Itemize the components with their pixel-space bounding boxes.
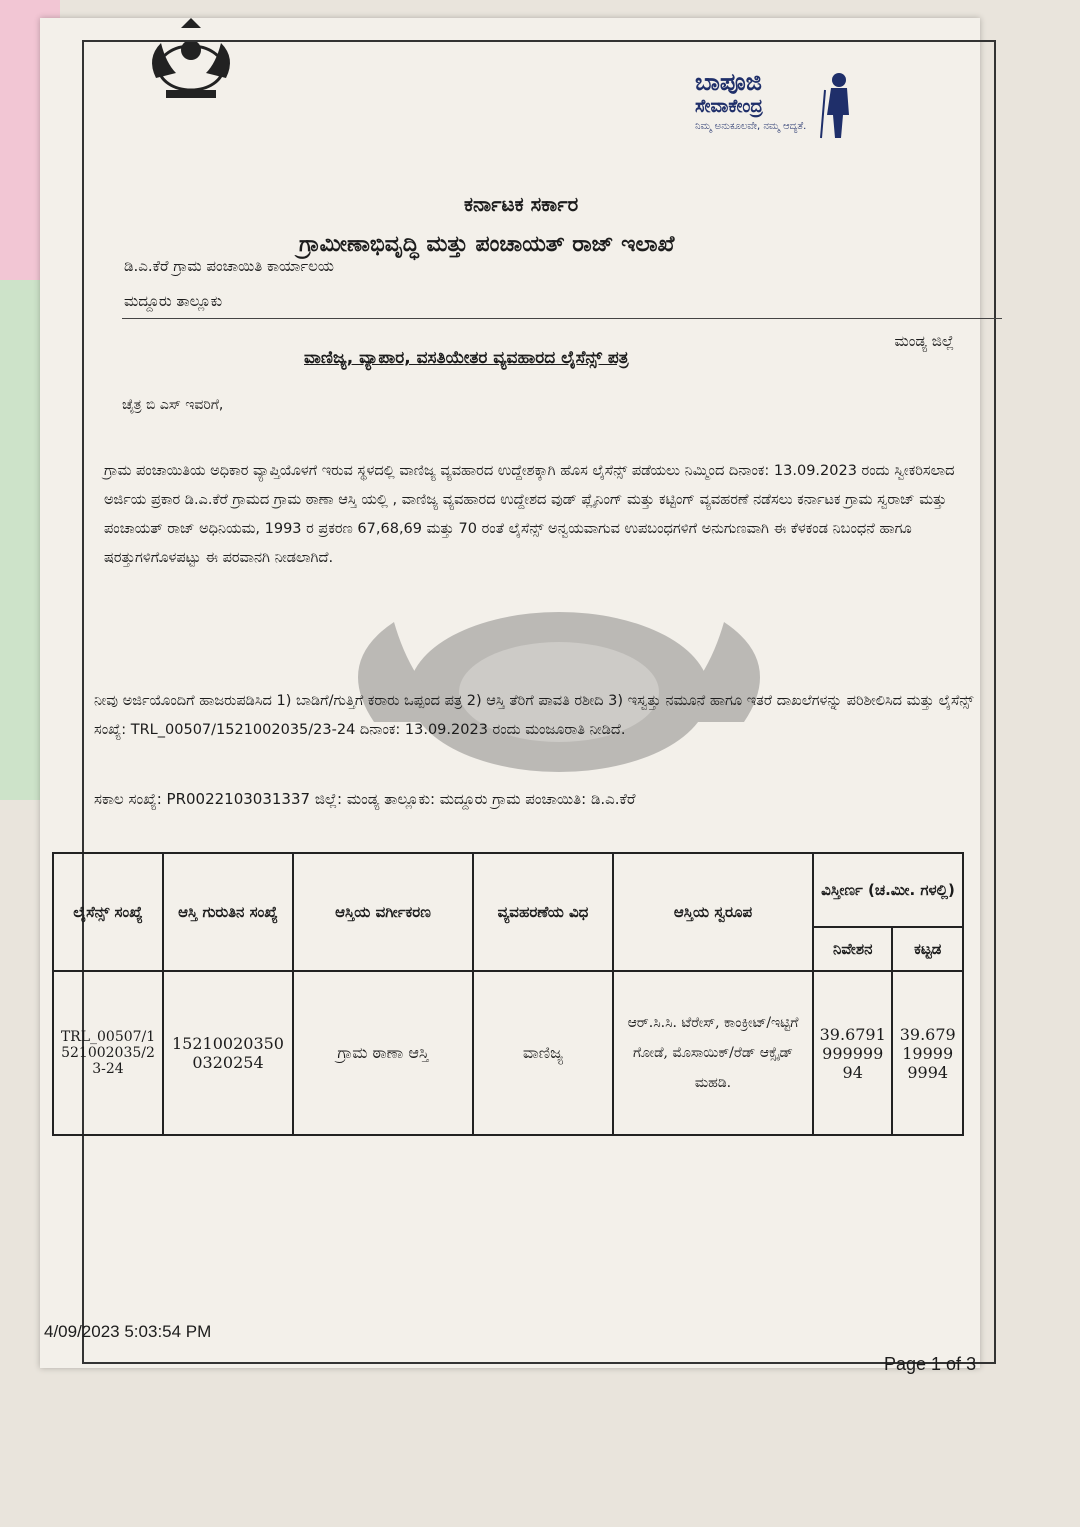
- document-page: [40, 18, 980, 1374]
- logo-line2: ಸೇವಾಕೇಂದ್ರ: [695, 96, 763, 117]
- license-details-table: [52, 852, 964, 1136]
- body-paragraph-1: ಗ್ರಾಮ ಪಂಚಾಯಿತಿಯ ಅಧಿಕಾರ ವ್ಯಾಪ್ತಿಯೊಳಗೆ ಇರುವ ಸ್ಥಳದಲ್ಲಿ ವಾಣಿಜ್ಯ ವ್ಯವಹಾರದ ಉದ್ದೇಶಕ್ಕಾಗಿ ಹೊಸ ಲೈಸೆನ್ಸ್ ಪಡೆಯಲು ನಿಮ್ಮಿಂದ ದಿನಾಂಕ: 13.09.2023 ರಂದು ಸ್ವೀಕರಿಸಲಾದ ಅರ್ಜಿಯ ಪ್ರಕಾರ ಡಿ.ಎ.ಕೆರೆ ಗ್ರಾಮದ ಗ್ರಾಮ ಠಾಣಾ ಆಸ್ತಿ ಯಲ್ಲಿ , ವಾಣಿಜ್ಯ ವ್ಯವಹಾರದ ಉದ್ದೇಶದ ವುಡ್ ಪ್ಲೈನಿಂಗ್ ಮತ್ತು ಕಟ್ಟಿಂಗ್ ವ್ಯವಹರಣೆ ನಡೆಸಲು ಕರ್ನಾಟಕ ಗ್ರಾಮ ಸ್ವರಾಜ್ ಮತ್ತು ಪಂಚಾಯತ್ ರಾಜ್ ಅಧಿನಿಯಮ, 1993 ರ ಪ್ರಕರಣ 67,68,69 ಮತ್ತು 70 ರಂತೆ ಲೈಸೆನ್ಸ್ ಅನ್ವಯವಾಗುವ ಉಪಬಂಧಗಳಿಗೆ ಅನುಗುಣವಾಗಿ ಈ ಕೆಳಕಂಡ ನಿಬಂಧನೆ ಹಾಗೂ ಷರತ್ತುಗಳಿಗೊಳಪಟ್ಟು ಈ ಪರವಾನಗಿ ನೀಡಲಾಗಿದೆ.: [104, 462, 955, 566]
- addressee: ಚೈತ್ರ ಬಿ ಎಸ್ ಇವರಿಗೆ,: [122, 397, 224, 413]
- cell-site-area: 39.679199999994: [813, 971, 892, 1135]
- cell-property-nature: ಆರ್.ಸಿ.ಸಿ. ಟೆರೇಸ್, ಕಾಂಕ್ರೀಟ್/ಇಟ್ಟಿಗೆ ಗೋಡೆ, ಮೊಸಾಯಿಕ್/ರೆಡ್ ಆಕ್ಸೈಡ್ ಮಹಡಿ.: [613, 971, 813, 1135]
- cell-classification: ಗ್ರಾಮ ಠಾಣಾ ಆಸ್ತಿ: [293, 971, 473, 1135]
- office-name: ಡಿ.ಎ.ಕೆರೆ ಗ್ರಾಮ ಪಂಚಾಯಿತಿ ಕಾರ್ಯಾಲಯ: [124, 257, 334, 275]
- page-number: Page 1 of 3: [884, 1354, 977, 1374]
- district-name: ಮಂಡ್ಯ ಜಿಲ್ಲೆ: [894, 332, 954, 350]
- background-green-sheet: [0, 280, 45, 800]
- logo-line1: ಬಾಪೂಜಿ: [695, 68, 762, 96]
- department-heading: ಗ್ರಾಮೀಣಾಭಿವೃದ್ಧಿ ಮತ್ತು ಪಂಚಾಯತ್ ರಾಜ್ ಇಲಾಖೆ: [299, 232, 675, 257]
- header-license-no: ಲೈಸೆನ್ಸ್ ಸಂಖ್ಯೆ: [53, 853, 163, 971]
- document-frame: [44, 40, 996, 1374]
- taluk-name: ಮದ್ದೂರು ತಾಲ್ಲೂಕು: [124, 292, 223, 310]
- print-timestamp: 4/09/2023 5:03:54 PM: [44, 1322, 212, 1341]
- header-classification: ಆಸ್ತಿಯ ವರ್ಗೀಕರಣ: [293, 853, 473, 971]
- government-heading: ಕರ್ನಾಟಕ ಸರ್ಕಾರ: [464, 192, 579, 216]
- cell-transaction-type: ವಾಣಿಜ್ಯ: [473, 971, 613, 1135]
- table-row: [53, 971, 963, 1135]
- cell-license-no: TRL_00507/1521002035/23-24: [53, 971, 163, 1135]
- header-property-id: ಆಸ್ತಿ ಗುರುತಿನ ಸಂಖ್ಯೆ: [163, 853, 293, 971]
- sakala-reference: ಸಕಾಲ ಸಂಖ್ಯೆ: PR0022103031337 ಜಿಲ್ಲೆ: ಮಂಡ್ಯ ತಾಲ್ಲೂಕು: ಮದ್ದೂರು ಗ್ರಾಮ ಪಂಚಾಯಿತಿ: ಡಿ.ಎ.ಕೆರೆ: [94, 790, 636, 808]
- header-transaction-type: ವ್ಯವಹರಣೆಯ ವಿಧ: [473, 853, 613, 971]
- header-property-nature: ಆಸ್ತಿಯ ಸ್ವರೂಪ: [613, 853, 813, 971]
- logo-tagline: ನಿಮ್ಮ ಅನುಕೂಲವೇ, ನಮ್ಮ ಆದ್ಯತೆ.: [695, 121, 807, 132]
- table-header-row: [53, 853, 963, 927]
- header-building: ಕಟ್ಟಡ: [892, 927, 963, 971]
- header-divider: [122, 318, 1002, 319]
- body-paragraph-2: ನೀವು ಅರ್ಜಿಯೊಂದಿಗೆ ಹಾಜರುಪಡಿಸಿದ 1) ಬಾಡಿಗೆ/ಗುತ್ತಿಗೆ ಕರಾರು ಒಪ್ಪಂದ ಪತ್ರ 2) ಆಸ್ತಿ ತೆರಿಗೆ ಪಾವತಿ ರಶೀದಿ 3) ಇಸ್ವತ್ತು ನಮೂನೆ ಹಾಗೂ ಇತರೆ ದಾಖಲೆಗಳನ್ನು ಪರಿಶೀಲಿಸಿದ ಮತ್ತು ಲೈಸೆನ್ಸ್ ಸಂಖ್ಯೆ: TRL_00507/1521002035/23-24 ದಿನಾಂಕ: 13.09.2023 ರಂದು ಮಂಜೂರಾತಿ ನೀಡಿದೆ.: [94, 692, 974, 738]
- cell-building-area: 39.679199999994: [892, 971, 963, 1135]
- document-title: ವಾಣಿಜ್ಯ, ವ್ಯಾಪಾರ, ವಸತಿಯೇತರ ವ್ಯವಹಾರದ ಲೈಸೆನ್ಸ್ ಪತ್ರ: [304, 348, 629, 368]
- header-area: ವಿಸ್ತೀರ್ಣ (ಚ.ಮೀ. ಗಳಲ್ಲಿ): [813, 853, 963, 927]
- header-site: ನಿವೇಶನ: [813, 927, 892, 971]
- cell-property-id: 152100203500320254: [163, 971, 293, 1135]
